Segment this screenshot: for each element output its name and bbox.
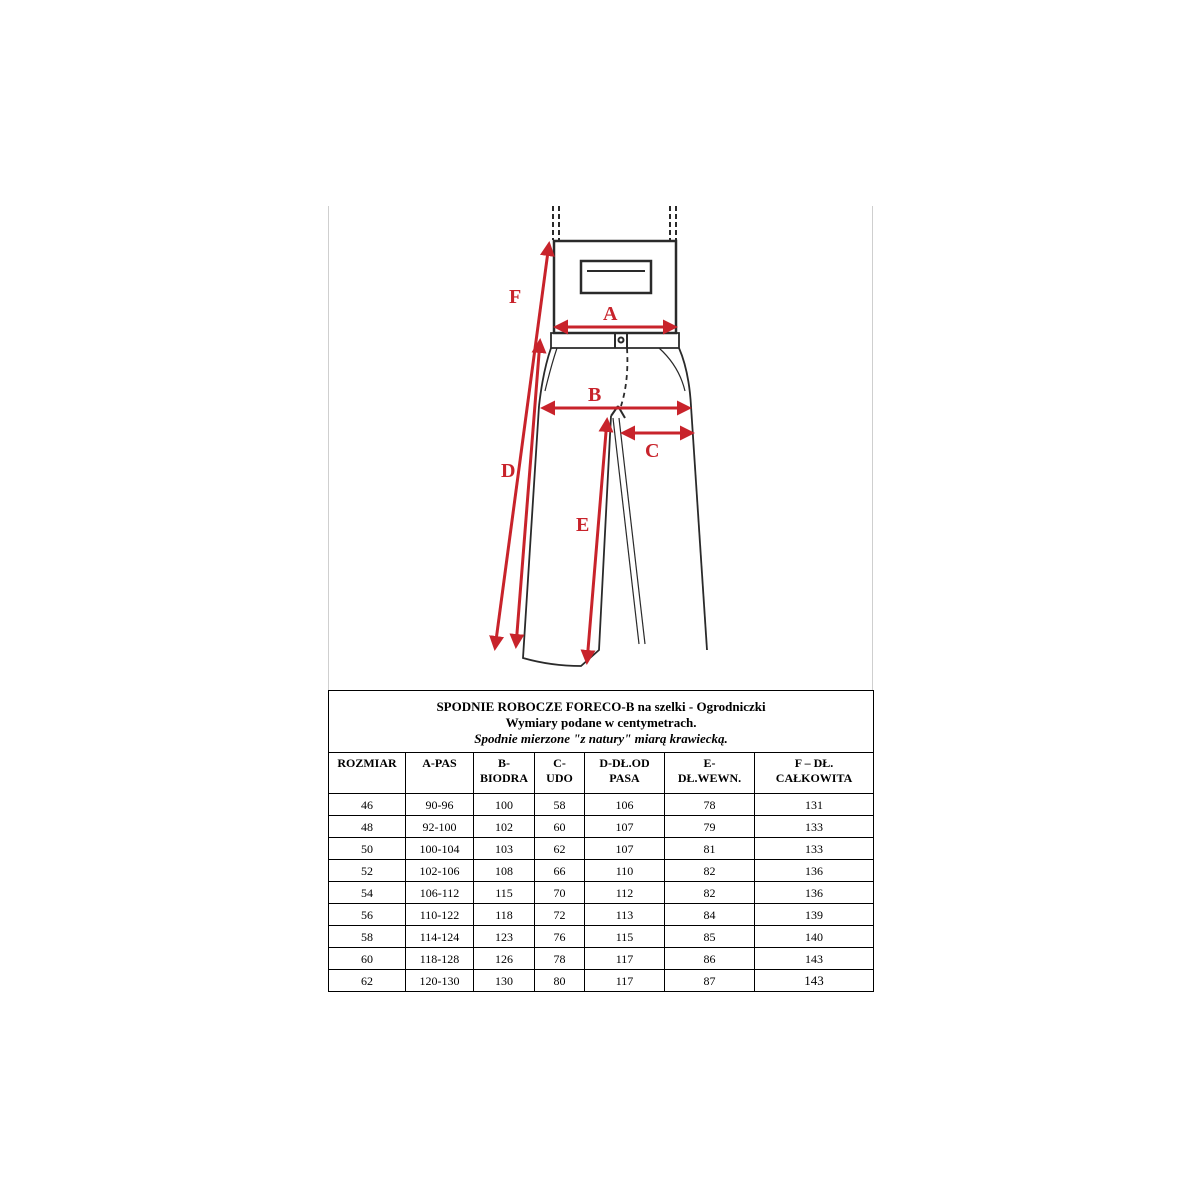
table-cell: 133	[755, 816, 874, 838]
table-cell: 140	[755, 926, 874, 948]
table-row	[329, 948, 874, 970]
table-cell: 131	[755, 794, 874, 816]
table-cell: 143	[755, 948, 874, 970]
table-cell: 46	[329, 794, 406, 816]
table-cell: 115	[474, 882, 535, 904]
size-table	[328, 690, 874, 992]
overalls-drawing	[329, 206, 874, 690]
table-cell: 87	[665, 970, 755, 992]
table-cell: 100	[474, 794, 535, 816]
table-cell: 62	[329, 970, 406, 992]
table-cell: 110	[585, 860, 665, 882]
table-cell: 56	[329, 904, 406, 926]
header-f-dl-calkowita: F – DŁ. CAŁKOWITA	[755, 753, 874, 794]
table-cell: 82	[665, 882, 755, 904]
table-cell: 78	[665, 794, 755, 816]
table-cell: 84	[665, 904, 755, 926]
table-cell: 48	[329, 816, 406, 838]
table-cell: 133	[755, 838, 874, 860]
table-row	[329, 926, 874, 948]
table-cell: 120-130	[406, 970, 474, 992]
table-cell: 108	[474, 860, 535, 882]
overalls-outline	[523, 206, 707, 666]
table-cell: 113	[585, 904, 665, 926]
header-e-dl-wewn: E- DŁ.WEWN.	[665, 753, 755, 794]
table-cell: 106	[585, 794, 665, 816]
header-rozmiar: ROZMIAR	[329, 753, 406, 794]
table-cell: 123	[474, 926, 535, 948]
arrow-d	[516, 341, 540, 646]
label-a: A	[603, 303, 618, 325]
table-cell: 70	[535, 882, 585, 904]
measurement-arrows	[495, 244, 692, 662]
table-cell: 76	[535, 926, 585, 948]
table-cell: 86	[665, 948, 755, 970]
table-cell: 130	[474, 970, 535, 992]
table-cell: 60	[535, 816, 585, 838]
table-cell: 107	[585, 816, 665, 838]
table-cell: 139	[755, 904, 874, 926]
table-cell: 136	[755, 882, 874, 904]
table-row	[329, 882, 874, 904]
table-row	[329, 904, 874, 926]
table-cell: 115	[585, 926, 665, 948]
table-cell: 117	[585, 948, 665, 970]
table-cell: 79	[665, 816, 755, 838]
table-cell: 85	[665, 926, 755, 948]
table-cell: 143	[755, 970, 874, 992]
table-cell: 60	[329, 948, 406, 970]
table-cell: 136	[755, 860, 874, 882]
table-cell: 112	[585, 882, 665, 904]
table-cell: 100-104	[406, 838, 474, 860]
table-cell: 118-128	[406, 948, 474, 970]
table-cell: 80	[535, 970, 585, 992]
label-e: E	[576, 514, 590, 536]
table-cell: 106-112	[406, 882, 474, 904]
table-row	[329, 860, 874, 882]
label-c: C	[645, 440, 660, 462]
header-row	[329, 753, 874, 794]
table-cell: 72	[535, 904, 585, 926]
measurement-labels	[501, 286, 659, 536]
header-c-udo: C- UDO	[535, 753, 585, 794]
table-title-line-1: SPODNIE ROBOCZE FORECO-B na szelki - Ogrodniczki	[436, 698, 766, 714]
table-cell: 107	[585, 838, 665, 860]
table-cell: 118	[474, 904, 535, 926]
table-cell: 90-96	[406, 794, 474, 816]
table-cell: 126	[474, 948, 535, 970]
header-b-biodra: B- BIODRA	[474, 753, 535, 794]
table-title-line-2: Wymiary podane w centymetrach.	[505, 714, 697, 730]
size-chart-sheet	[328, 206, 873, 990]
table-cell: 50	[329, 838, 406, 860]
table-title-line-3: Spodnie mierzone "z natury" miarą krawiecką.	[474, 730, 728, 746]
label-d: D	[501, 460, 516, 482]
table-cell: 110-122	[406, 904, 474, 926]
table-cell: 54	[329, 882, 406, 904]
header-d-dl-od-pasa: D-DŁ.OD PASA	[585, 753, 665, 794]
table-title	[329, 691, 874, 753]
table-cell: 103	[474, 838, 535, 860]
table-cell: 114-124	[406, 926, 474, 948]
table-cell: 82	[665, 860, 755, 882]
size-rows	[329, 794, 874, 992]
table-row	[329, 794, 874, 816]
overalls-diagram	[328, 206, 873, 690]
table-row	[329, 970, 874, 992]
table-cell: 66	[535, 860, 585, 882]
table-cell: 58	[329, 926, 406, 948]
table-cell: 117	[585, 970, 665, 992]
header-a-pas: A-PAS	[406, 753, 474, 794]
table-cell: 102-106	[406, 860, 474, 882]
label-b: B	[588, 384, 602, 406]
table-cell: 52	[329, 860, 406, 882]
table-row	[329, 816, 874, 838]
table-cell: 58	[535, 794, 585, 816]
table-row	[329, 838, 874, 860]
table-cell: 62	[535, 838, 585, 860]
table-cell: 78	[535, 948, 585, 970]
label-f: F	[509, 286, 522, 308]
table-cell: 81	[665, 838, 755, 860]
table-cell: 102	[474, 816, 535, 838]
table-cell: 92-100	[406, 816, 474, 838]
